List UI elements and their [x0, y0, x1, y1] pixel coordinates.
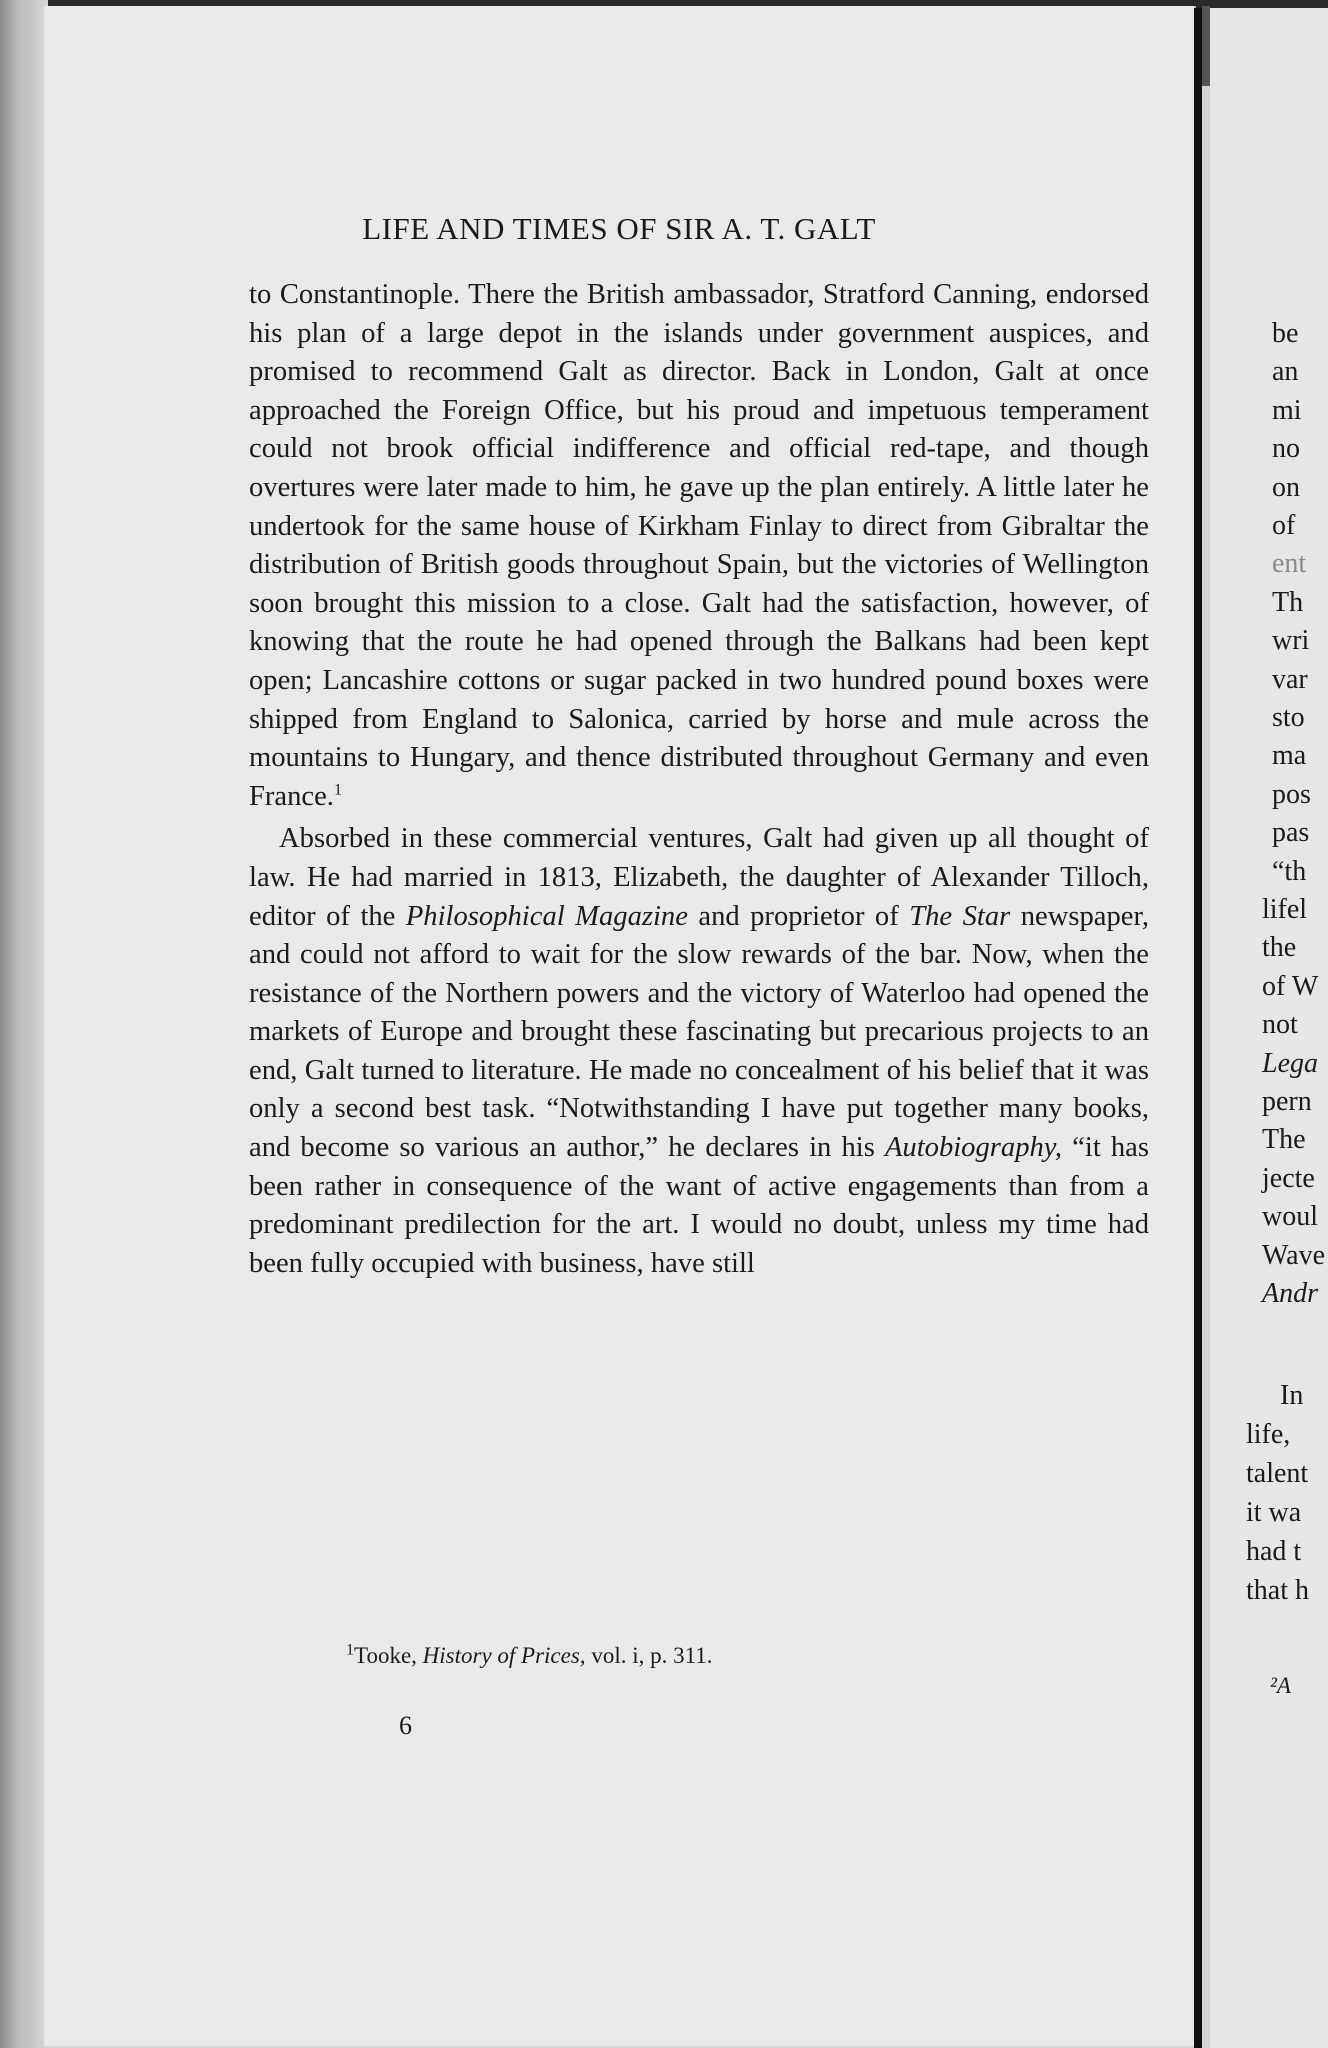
- journal-title: Philosophical Magazine: [405, 900, 688, 932]
- book-title: Autobiography,: [884, 1132, 1063, 1164]
- right-page-line-fragment: ent: [1272, 548, 1307, 580]
- book-binding-edge: [0, 0, 48, 2048]
- left-page: [44, 6, 1196, 2046]
- footnote-author: Tooke,: [354, 1643, 423, 1668]
- paragraph-1: [249, 276, 1149, 816]
- right-page-line-fragment: Th: [1272, 586, 1304, 618]
- right-page-line-fragment: pos: [1272, 778, 1311, 810]
- right-page-line-fragment: life,: [1246, 1419, 1291, 1450]
- right-page-line-fragment: of: [1272, 510, 1296, 541]
- right-page-line-fragment: woul: [1262, 1201, 1318, 1233]
- footnote-details: vol. i, p. 311.: [585, 1643, 713, 1668]
- footnote-title: History of Prices,: [422, 1643, 586, 1668]
- right-page-line-fragment: of W: [1262, 970, 1319, 1002]
- right-page-line-fragment: jecte: [1262, 1162, 1315, 1194]
- right-page-line-fragment: not: [1262, 1009, 1298, 1041]
- right-page-line-fragment: pas: [1272, 817, 1310, 849]
- newspaper-title: The Star: [909, 900, 1011, 932]
- body-text: [249, 276, 1149, 1283]
- paragraph-2-text-b: and proprietor of: [687, 900, 910, 932]
- right-page-line-fragment: Lega: [1262, 1047, 1318, 1079]
- paragraph-2-text-d: “it has been rather in consequence of the want of active engagements than from a predominant predilection for the art. I would no doubt, unless my time had been fully occupied with business, have still: [249, 1132, 1149, 1279]
- paragraph-1-text: to Constantinople. There the British ambassador, Stratford Canning, endorsed his plan of a large depot in the islands under government auspices, and promised to recommend Galt as director. Back in London, Galt at once approached the Foreign Office, but his proud and impetuous temperament could not brook official indifference and official red-tape, and though overtures were later made to him, he gave up the plan entirely. A little later he undertook for the same house of Kirkham Finlay to direct from Gibraltar the distribution of British goods throughout Spain, but the victories of Wellington soon brought this mission to a close. Galt had the satisfaction, however, of knowing that the route he had opened through the Balkans had been kept open; Lancashire cottons or sugar packed in two hundred pound boxes were shipped from England to Salonica, carried by horse and mule across the mountains to Hungary, and thence distributed throughout Germany and even France.: [249, 279, 1149, 812]
- footnote-reference: 1: [333, 781, 342, 799]
- right-page-line-fragment: talent: [1246, 1458, 1309, 1489]
- footnote-marker: 1: [346, 1641, 354, 1659]
- right-page-line-fragment: an: [1272, 356, 1299, 388]
- footnote: [346, 1643, 713, 1669]
- right-page-line-fragment: that h: [1246, 1575, 1309, 1606]
- right-page-line-fragment: sto: [1272, 702, 1305, 733]
- right-page-line-fragment: lifel: [1262, 894, 1308, 925]
- right-page-line-fragment: ma: [1272, 740, 1307, 772]
- right-page-line-fragment: In: [1280, 1380, 1304, 1411]
- right-page-line-fragment: mi: [1272, 394, 1302, 426]
- page-number: 6: [399, 1711, 412, 1740]
- paragraph-2: [249, 820, 1149, 1283]
- paragraph-2-text-a: Absorbed in these commercial ventures, Galt had given up all thought of law. He had married in 1813, Elizabeth, the daughter of Alexander Tilloch, editor of the: [249, 823, 1149, 932]
- gutter-shadow: [1194, 8, 1202, 2048]
- right-page-line-fragment: had t: [1246, 1536, 1302, 1567]
- running-head: LIFE AND TIMES OF SIR A. T. GALT: [362, 211, 876, 246]
- right-page-line-fragment: pern: [1262, 1086, 1312, 1117]
- right-page-line-fragment: Andr: [1262, 1278, 1318, 1309]
- right-page-footnote-fragment: ²A: [1270, 1673, 1291, 1698]
- right-page-line-fragment: “th: [1272, 855, 1307, 887]
- right-page-line-fragment: on: [1272, 471, 1300, 503]
- right-page-line-fragment: no: [1272, 433, 1300, 465]
- right-page-line-fragment: The: [1262, 1124, 1306, 1156]
- right-page-line-fragment: Wave: [1262, 1239, 1326, 1271]
- right-page-line-fragment: it wa: [1246, 1497, 1302, 1528]
- right-page-edge: [1210, 8, 1328, 2048]
- right-page-line-fragment: wri: [1272, 625, 1310, 657]
- right-page-line-fragment: var: [1272, 663, 1308, 695]
- right-page-line-fragment: be: [1272, 318, 1299, 349]
- right-page-line-fragment: the: [1262, 932, 1297, 964]
- gutter-edge: [1202, 6, 1210, 86]
- paragraph-2-text-c: newspaper, and could not afford to wait for the slow rewards of the bar. Now, when the resistance of the Northern powers and the victory of Waterloo had opened the markets of Europe and brought these fascinating but precarious projects to an end, Galt turned to literature. He made no concealment of his belief that it was only a second best task. “Notwithstanding I have put together many books, and become so various an author,” he declares in his: [249, 900, 1149, 1164]
